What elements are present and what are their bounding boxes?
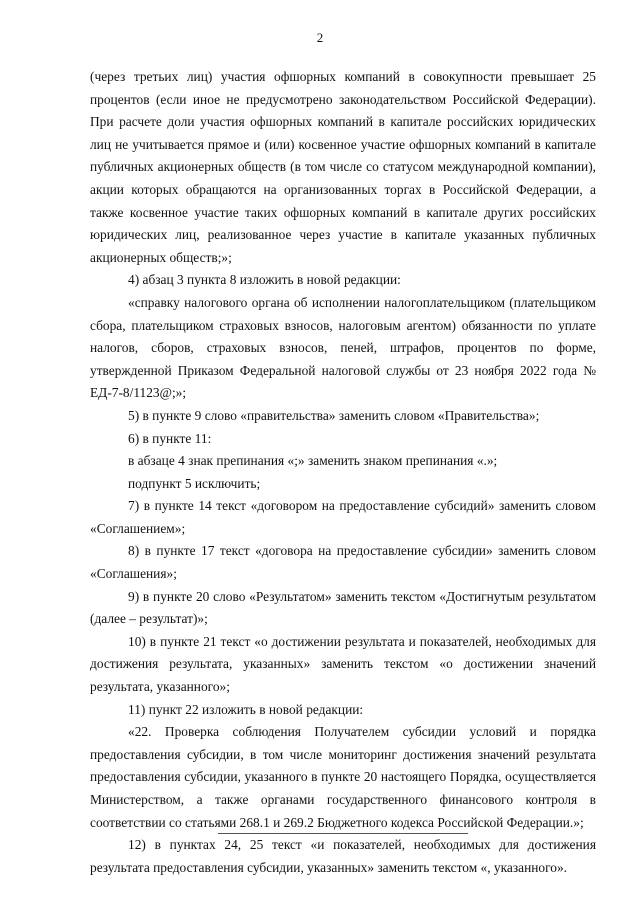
paragraph-item-10: 10) в пункте 21 текст «о достижении результата и показателей, необходимых для достижения результата, указанных» заменить текстом «о достижении значений результата, указанного»; [90,633,596,695]
paragraph-item-6-b: подпункт 5 исключить; [128,475,261,491]
paragraph-item-9: 9) в пункте 20 слово «Результатом» заменить текстом «Достигнутым результатом (далее – результат)»; [90,588,596,627]
paragraph-item-5: 5) в пункте 9 слово «правительства» заменить словом «Правительства»; [128,407,540,423]
paragraph-item-11-text: «22. Проверка соблюдения Получателем субсидии условий и порядка предоставления субсидии, в том числе мониторинг достижения значений результата предоставления субсидии, указанного в пункте 20 настоящего Порядка, осуществляется Министерством, а также органами государственного финансового контроля в соответствии со статьями 268.1 и 269.2 Бюджетного кодекса Российской Федерации.»; [90,724,596,830]
paragraph-item-11: 11) пункт 22 изложить в новой редакции: [128,701,364,717]
paragraph-continuation: (через третьих лиц) участия офшорных компаний в совокупности превышает 25 процентов (если иное не предусмотрено законодательством Российской Федерации). При расчете доли участия офшорных компаний в капитале российских юридических лиц не учитывается прямое и (или) косвенное участие офшорных компаний в капитале публичных акционерных обществ (в том числе со статусом международной компании), акции которых обращаются на организованных торгах в Российской Федерации, а также косвенное участие таких офшорных компаний в капитале других российских юридических лиц, реализованное через участие в капитале указанных публичных акционерных обществ;»; [90,69,596,265]
paragraph-item-4-text: «справку налогового органа об исполнении налогоплательщиком (плательщиком сбора, плательщиком страховых взносов, налоговым агентом) обязанности по уплате налогов, сборов, страховых взносов, пеней, штрафов, процентов по форме, утвержденной Приказом Федеральной налоговой службы от 23 ноября 2022 года № ЕД-7-8/1123@;»; [90,294,596,401]
closing-divider [218,833,468,834]
document-body [90,66,596,879]
paragraph-item-6: 6) в пункте 11: [128,430,212,446]
paragraph-item-12: 12) в пунктах 24, 25 текст «и показателей, необходимых для достижения результата предоставления субсидии, указанных» заменить текстом «, указанного». [90,837,596,875]
paragraph-item-8: 8) в пункте 17 текст «договора на предоставление субсидии» заменить словом «Соглашения»; [90,543,596,582]
paragraph-item-4: 4) абзац 3 пункта 8 изложить в новой редакции: [128,272,401,288]
paragraph-item-7: 7) в пункте 14 текст «договором на предоставление субсидий» заменить словом «Соглашением»; [90,498,596,536]
page-number: 2 [316,30,324,45]
paragraph-item-6-a: в абзаце 4 знак препинания «;» заменить знаком препинания «.»; [128,453,498,469]
